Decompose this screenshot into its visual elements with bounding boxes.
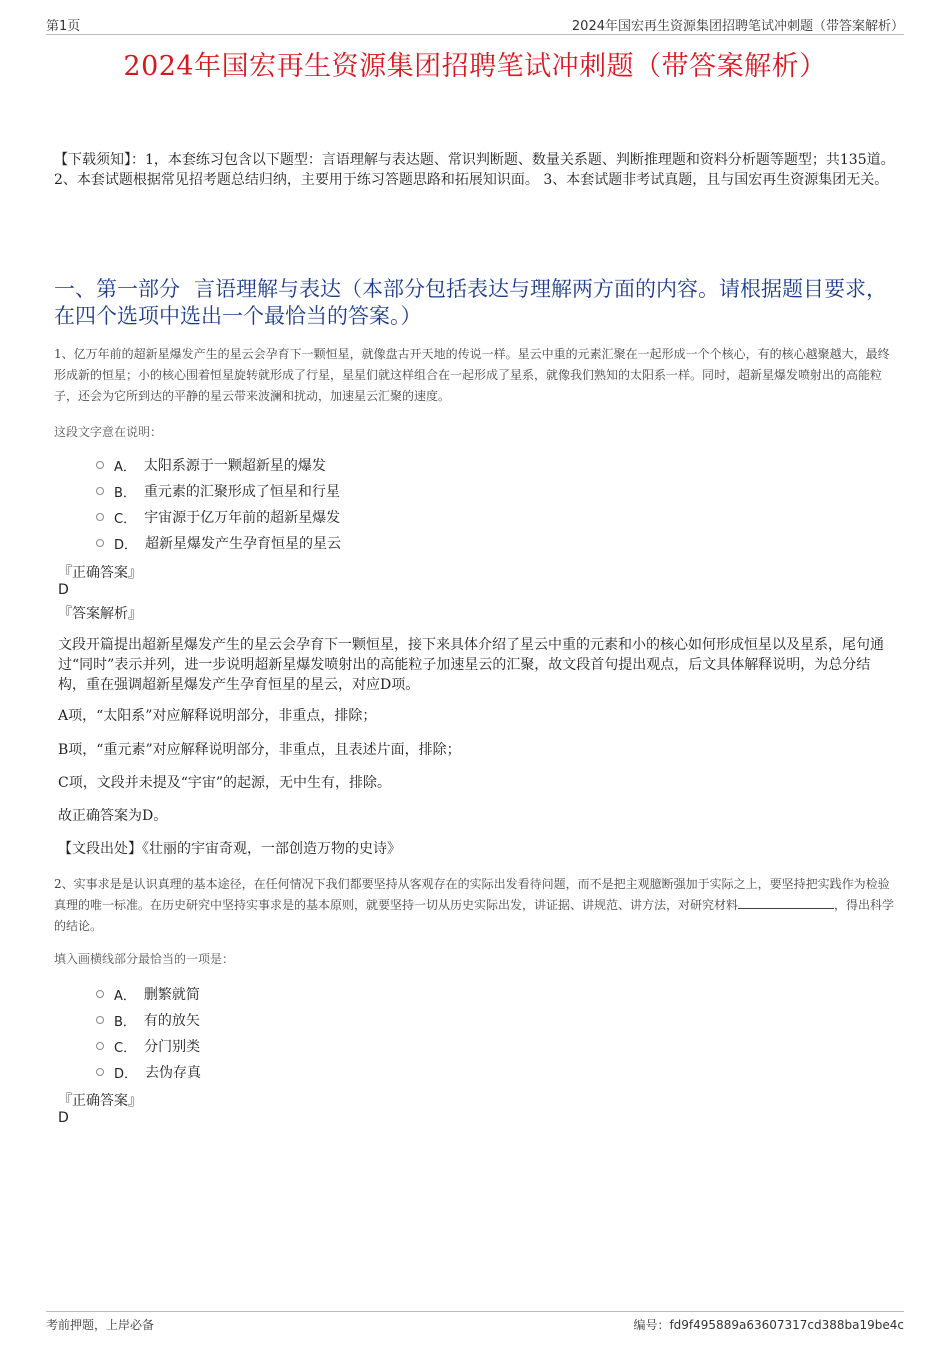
radio-button-icon[interactable]	[96, 1042, 104, 1050]
radio-button-icon[interactable]	[96, 990, 104, 998]
page-number: 第1页	[46, 19, 81, 34]
radio-button-icon[interactable]	[96, 487, 104, 495]
question-1-prompt: 这段文字意在说明：	[54, 425, 163, 439]
radio-button-icon[interactable]	[96, 1068, 104, 1076]
question-1-answer-label: 『正确答案』	[58, 565, 142, 581]
fill-blank-line	[738, 896, 834, 909]
section-number: 一、第一部分	[54, 277, 180, 301]
question-1-option-b[interactable]: B． 重元素的汇聚形成了恒星和行星	[96, 478, 341, 504]
page-footer	[46, 1311, 904, 1334]
section-title: 言语理解与表达（本部分包括表达与理解两方面的内容。请根据题目要求，在四个选项中选出一个最恰当的答案。）	[54, 277, 887, 328]
footer-slogan: 考前押题，上岸必备	[46, 1318, 155, 1332]
question-1-option-d[interactable]: D． 超新星爆发产生孕育恒星的星云	[96, 530, 341, 556]
question-2-option-d[interactable]: D． 去伪存真	[96, 1059, 201, 1085]
section-heading	[54, 276, 894, 330]
question-1-text: 1、亿万年前的超新星爆发产生的星云会孕育下一颗恒星，就像盘古开天地的传说一样。星云中重的元素汇聚在一起形成一个个核心，有的核心越聚越大，最终形成新的恒星；小的核心围着恒星旋转就形成了行星，星星们就这样组合在一起形成了星系，就像我们熟知的太阳系一样。同时，超新星爆发喷射出的高能粒子，还会为它所到达的平静的星云带来波澜和扰动，加速星云汇聚的速度。	[54, 347, 890, 403]
header-doc-title: 2024年国宏再生资源集团招聘笔试冲刺题（带答案解析）	[571, 19, 904, 34]
page-header	[46, 14, 904, 35]
question-1-answer: D	[58, 582, 69, 598]
question-1-analysis-a: A项，“太阳系”对应解释说明部分，非重点，排除；	[58, 708, 377, 724]
radio-button-icon[interactable]	[96, 539, 104, 547]
question-2-prompt: 填入画横线部分最恰当的一项是：	[54, 952, 235, 966]
question-1-options	[96, 452, 341, 556]
question-2-answer: D	[58, 1110, 69, 1126]
question-1-analysis-c: C项，文段并未提及“宇宙”的起源，无中生有，排除。	[58, 775, 392, 791]
question-1-conclusion: 故正确答案为D。	[58, 808, 168, 824]
question-1-option-c[interactable]: C． 宇宙源于亿万年前的超新星爆发	[96, 504, 341, 530]
radio-button-icon[interactable]	[96, 513, 104, 521]
question-1-analysis-main: 文段开篇提出超新星爆发产生的星云会孕育下一颗恒星，接下来具体介绍了星云中重的元素和小的核心如何形成恒星以及星系，尾句通过“同时”表示并列，进一步说明超新星爆发喷射出的高能粒子加速星云的汇聚，故文段首句提出观点，后文具体解释说明，为总分结构，重在强调超新星爆发产生孕育恒星的星云，对应D项。	[58, 637, 884, 693]
footer-doc-id: 编号：fd9f495889a63607317cd388ba19be4c	[633, 1318, 904, 1332]
radio-button-icon[interactable]	[96, 461, 104, 469]
question-1-analysis-label: 『答案解析』	[58, 606, 142, 622]
question-2-answer-label: 『正确答案』	[58, 1093, 142, 1109]
question-2-options	[96, 981, 201, 1085]
download-notice: 【下载须知】：1，本套练习包含以下题型：言语理解与表达题、常识判断题、数量关系题、判断推理题和资料分析题等题型；共135道。 2、本套试题根据常见招考题总结归纳，主要用于练习答题思路和拓展知识面。 3、本套试题非考试真题，且与国宏再生资源集团无关。	[54, 152, 895, 188]
page-title: 2024年国宏再生资源集团招聘笔试冲刺题（带答案解析）	[123, 51, 827, 82]
question-1-source: 【文段出处】《壮丽的宇宙奇观，一部创造万物的史诗》	[58, 841, 401, 857]
question-1-analysis-b: B项，“重元素”对应解释说明部分，非重点，且表述片面，排除；	[58, 742, 461, 758]
question-2-option-c[interactable]: C． 分门别类	[96, 1033, 201, 1059]
question-1-option-a[interactable]: A． 太阳系源于一颗超新星的爆发	[96, 452, 341, 478]
question-2-option-b[interactable]: B． 有的放矢	[96, 1007, 201, 1033]
question-2-text: 2、实事求是是认识真理的基本途径，在任何情况下我们都要坚持从客观存在的实际出发看待问题，而不是把主观臆断强加于实际之上，要坚持把实践作为检验真理的唯一标准。在历史研究中坚持实事求是的基本原则，就要坚持一切从历史实际出发，讲证据、讲规范、讲方法，对研究材料 ，得出科学的结论。	[54, 877, 895, 933]
radio-button-icon[interactable]	[96, 1016, 104, 1024]
question-2-option-a[interactable]: A． 删繁就简	[96, 981, 201, 1007]
